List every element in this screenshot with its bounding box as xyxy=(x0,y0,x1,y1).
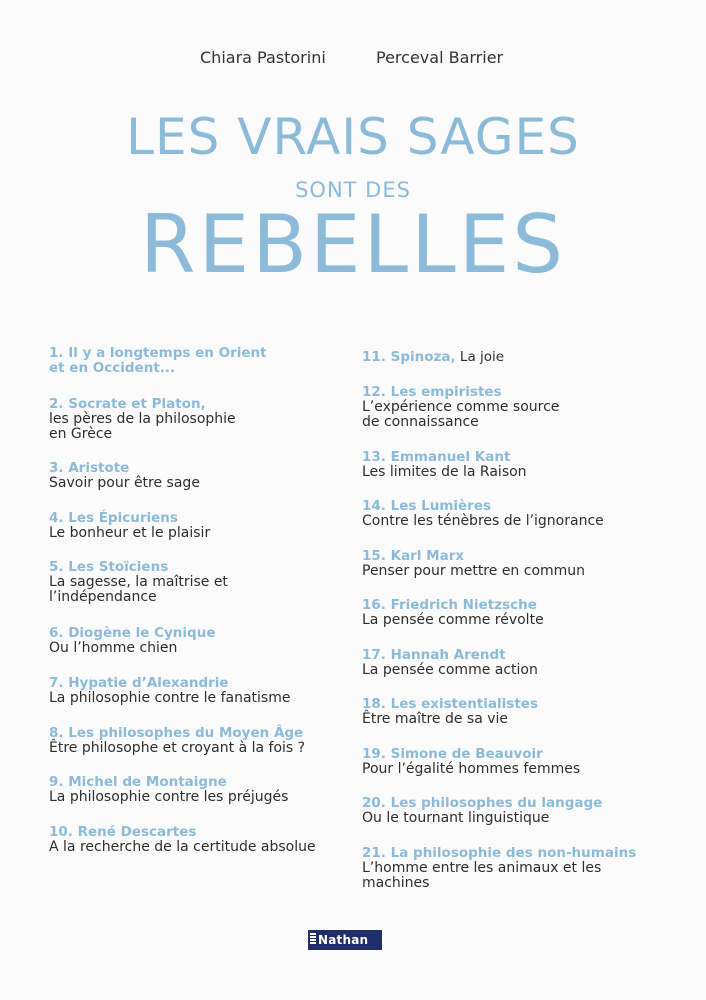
book-title-line-3: REBELLES xyxy=(139,198,567,291)
toc-entry-title: 8. Les philosophes du Moyen Âge xyxy=(49,725,304,741)
toc-entry-subtitle: La pensée comme action xyxy=(362,662,538,678)
toc-entry-subtitle: L’expérience comme source xyxy=(362,399,560,415)
toc-entry xyxy=(362,549,682,579)
toc-entry xyxy=(49,511,349,541)
publisher-name: Nathan xyxy=(318,933,369,947)
toc-entry-title: 21. La philosophie des non-humains xyxy=(362,845,637,861)
toc-entry-subtitle: de connaissance xyxy=(362,414,479,430)
toc-entry-title: et en Occident... xyxy=(49,360,176,376)
toc-entry-title: 6. Diogène le Cynique xyxy=(49,625,216,641)
toc-entry xyxy=(362,350,682,365)
toc-entry-title: 13. Emmanuel Kant xyxy=(362,449,511,465)
author-name: Chiara Pastorini xyxy=(200,48,326,67)
toc-entry-subtitle: machines xyxy=(362,875,430,891)
book-title-line-1: LES VRAIS SAGES xyxy=(126,108,580,166)
toc-entry xyxy=(49,825,349,855)
toc-entry xyxy=(49,346,349,376)
toc-entry xyxy=(49,560,349,605)
toc-entry-subtitle: Ou l’homme chien xyxy=(49,640,178,656)
toc-entry xyxy=(362,499,682,529)
toc-entry xyxy=(362,796,682,826)
toc-entry-subtitle: Le bonheur et le plaisir xyxy=(49,525,211,541)
toc-entry-title-text: 11. Spinoza, xyxy=(362,349,456,365)
toc-entry-title: 12. Les empiristes xyxy=(362,384,502,400)
toc-entry xyxy=(49,626,349,656)
toc-entry-subtitle: La pensée comme révolte xyxy=(362,612,544,628)
toc-entry-subtitle: Les limites de la Raison xyxy=(362,464,527,480)
toc-entry-subtitle: l’indépendance xyxy=(49,589,157,605)
toc-entry xyxy=(362,598,682,628)
toc-entry-title xyxy=(362,350,682,365)
toc-entry-subtitle: La philosophie contre le fanatisme xyxy=(49,690,291,706)
toc-entry-title: 3. Aristote xyxy=(49,460,130,476)
logo-mark-icon xyxy=(310,933,316,947)
toc-entry-subtitle: Penser pour mettre en commun xyxy=(362,563,586,579)
toc-entry-title: 14. Les Lumières xyxy=(362,498,492,514)
toc-entry xyxy=(362,648,682,678)
toc-entry-subtitle: Être philosophe et croyant à la fois ? xyxy=(49,740,306,756)
toc-entry-subtitle: Savoir pour être sage xyxy=(49,475,200,491)
toc-entry-title: 17. Hannah Arendt xyxy=(362,647,506,663)
toc-entry xyxy=(49,676,349,706)
authors xyxy=(0,48,706,72)
toc-entry xyxy=(49,726,349,756)
toc-entry xyxy=(362,747,682,777)
toc-entry-title: 19. Simone de Beauvoir xyxy=(362,746,543,762)
toc-entry xyxy=(362,846,682,891)
toc-entry-subtitle: L’homme entre les animaux et les xyxy=(362,860,602,876)
toc-entry-subtitle: La joie xyxy=(455,349,505,365)
author-name: Perceval Barrier xyxy=(376,48,504,67)
toc-entry-subtitle: Ou le tournant linguistique xyxy=(362,810,550,826)
toc-entry-title: 9. Michel de Montaigne xyxy=(49,774,227,790)
toc-entry-subtitle: en Grèce xyxy=(49,426,113,442)
toc-entry xyxy=(49,461,349,491)
toc-entry-title: 15. Karl Marx xyxy=(362,548,465,564)
toc-entry-title: 10. René Descartes xyxy=(49,824,197,840)
toc-entry-subtitle: les pères de la philosophie xyxy=(49,411,236,427)
toc-entry-title: 18. Les existentialistes xyxy=(362,696,538,712)
publisher-logo xyxy=(308,930,382,950)
toc-entry-subtitle: La sagesse, la maîtrise et xyxy=(49,574,228,590)
toc-entry-subtitle: Contre les ténèbres de l’ignorance xyxy=(362,513,604,529)
toc-entry-title: 2. Socrate et Platon, xyxy=(49,396,206,412)
toc-entry xyxy=(362,450,682,480)
toc-entry-subtitle: Être maître de sa vie xyxy=(362,711,509,727)
toc-entry-title: 1. Il y a longtemps en Orient xyxy=(49,345,267,361)
toc-entry-subtitle: A la recherche de la certitude absolue xyxy=(49,839,316,855)
toc-entry xyxy=(362,697,682,727)
toc-entry xyxy=(362,385,682,430)
toc-entry xyxy=(49,397,349,442)
book-title-line-2: SONT DES xyxy=(295,178,411,202)
toc-entry-title: 5. Les Stoïciens xyxy=(49,559,169,575)
toc-entry xyxy=(49,775,349,805)
toc-entry-subtitle: Pour l’égalité hommes femmes xyxy=(362,761,581,777)
toc-entry-title: 7. Hypatie d’Alexandrie xyxy=(49,675,229,691)
toc-entry-title: 20. Les philosophes du langage xyxy=(362,795,603,811)
toc-entry-title: 4. Les Épicuriens xyxy=(49,510,178,526)
toc-entry-subtitle: La philosophie contre les préjugés xyxy=(49,789,289,805)
toc-entry-title: 16. Friedrich Nietzsche xyxy=(362,597,537,613)
